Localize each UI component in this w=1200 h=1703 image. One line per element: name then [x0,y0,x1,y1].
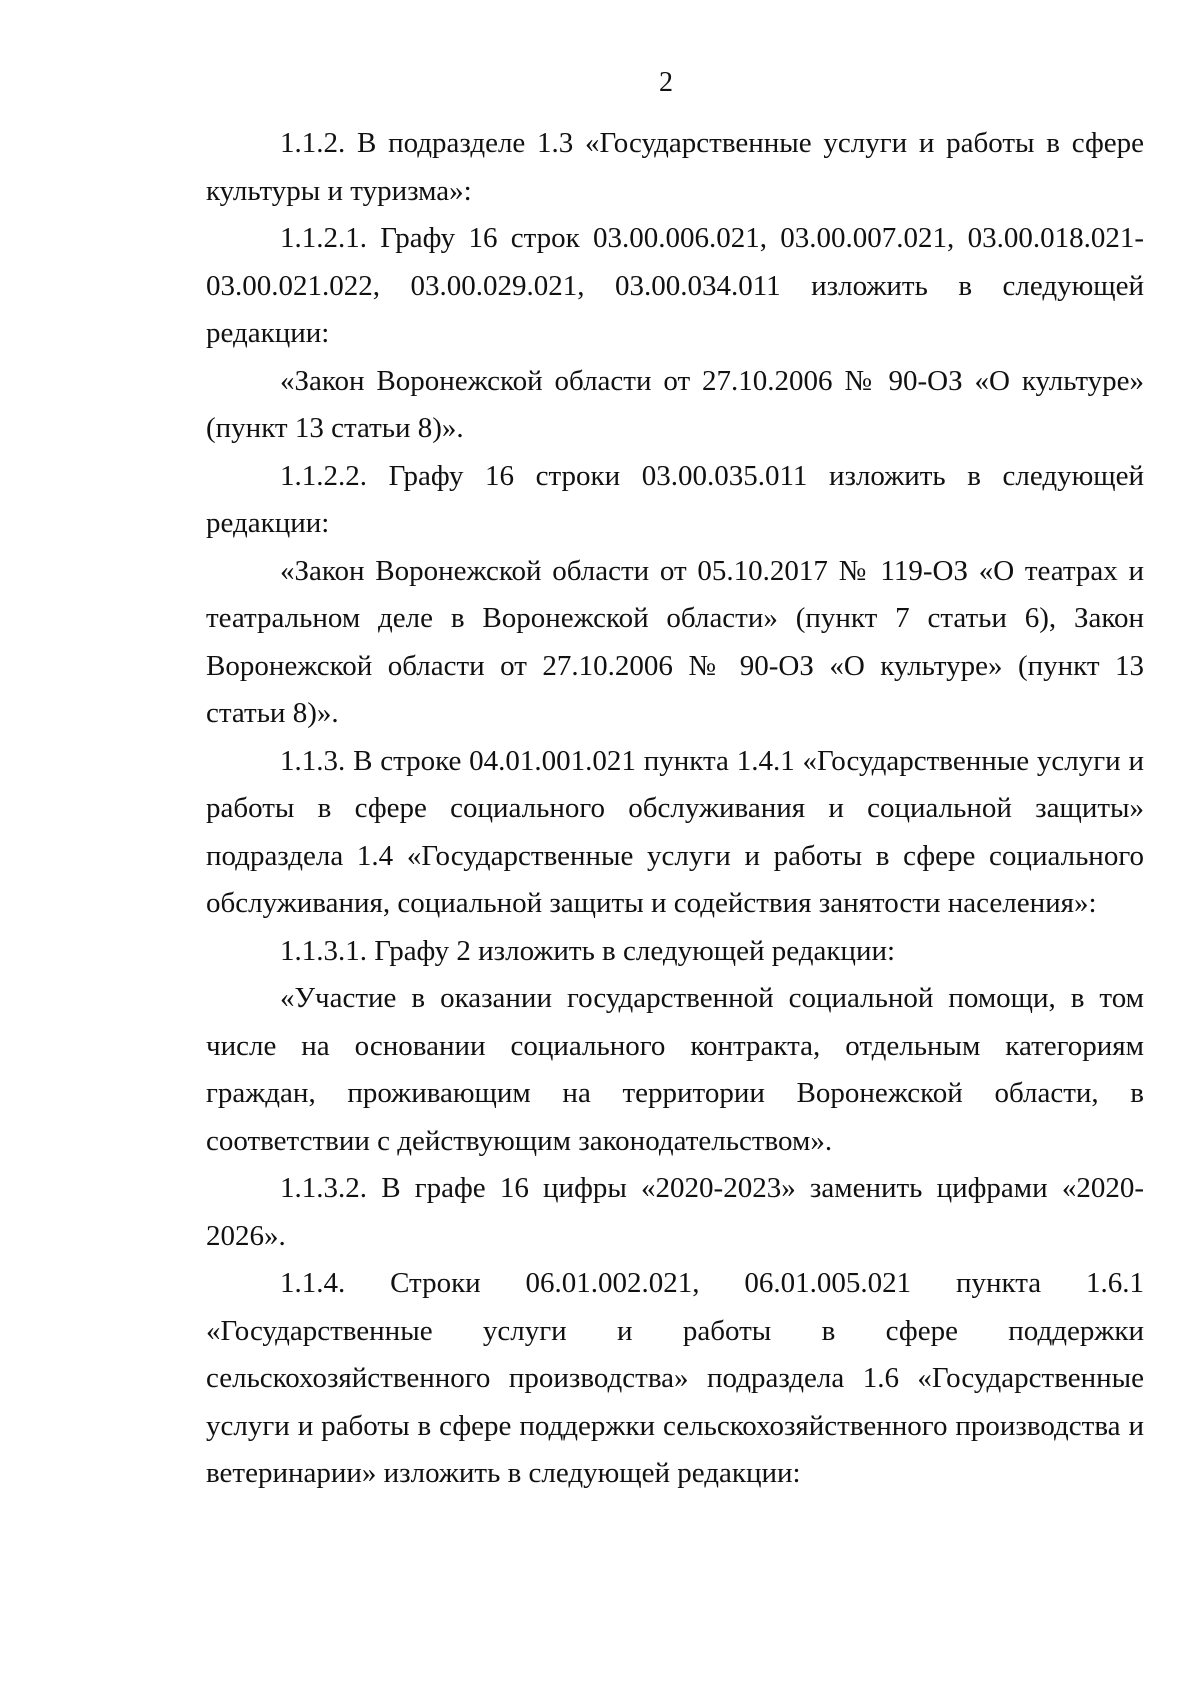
paragraph-1-1-2-2: 1.1.2.2. Графу 16 строки 03.00.035.011 изложить в следующей редакции: [206,459,1144,539]
paragraph-1-1-4: 1.1.4. Строки 06.01.002.021, 06.01.005.021 пункта 1.6.1 «Государственные услуги и работы в сфере поддержки сельскохозяйственного производства» подраздела 1.6 «Государственные услуги и работы в сфере поддержки сельскохозяйственного производства и ветеринарии» изложить в следующей редакции: [206,1267,1144,1489]
paragraph-quote-culture-law: «Закон Воронежской области от 27.10.2006 № 90-ОЗ «О культуре» (пункт 13 статьи 8)». [206,364,1144,444]
paragraph-1-1-3-2: 1.1.3.2. В графе 16 цифры «2020-2023» заменить цифрами «2020-2026». [206,1172,1144,1252]
paragraph-1-1-3: 1.1.3. В строке 04.01.001.021 пункта 1.4.1 «Государственные услуги и работы в сфере социального обслуживания и социальной защиты» подраздела 1.4 «Государственные услуги и работы в сфере социального обслуживания, социальной защиты и содействия занятости населения»: [206,744,1144,919]
paragraph-1-1-2: 1.1.2. В подразделе 1.3 «Государственные услуги и работы в сфере культуры и туризма»: [206,127,1144,207]
paragraph-quote-social-assistance: «Участие в оказании государственной социальной помощи, в том числе на основании социального контракта, отдельным категориям граждан, проживающим на территории Воронежской области, в соответствии с действующим законодательством». [206,982,1144,1157]
paragraph-1-1-2-1: 1.1.2.1. Графу 16 строк 03.00.006.021, 03.00.007.021, 03.00.018.021-03.00.021.022, 03.00.029.021, 03.00.034.011 изложить в следующей редакции: [206,222,1144,349]
page-number: 2 [659,67,673,98]
paragraph-1-1-3-1: 1.1.3.1. Графу 2 изложить в следующей редакции: [280,934,896,967]
paragraph-quote-theatre-law: «Закон Воронежской области от 05.10.2017 № 119-ОЗ «О театрах и театральном деле в Воронежской области» (пункт 7 статьи 6), Закон Воронежской области от 27.10.2006 № 90-ОЗ «О культуре» (пункт 13 статьи 8)». [206,554,1144,729]
document-body [206,120,1144,1498]
